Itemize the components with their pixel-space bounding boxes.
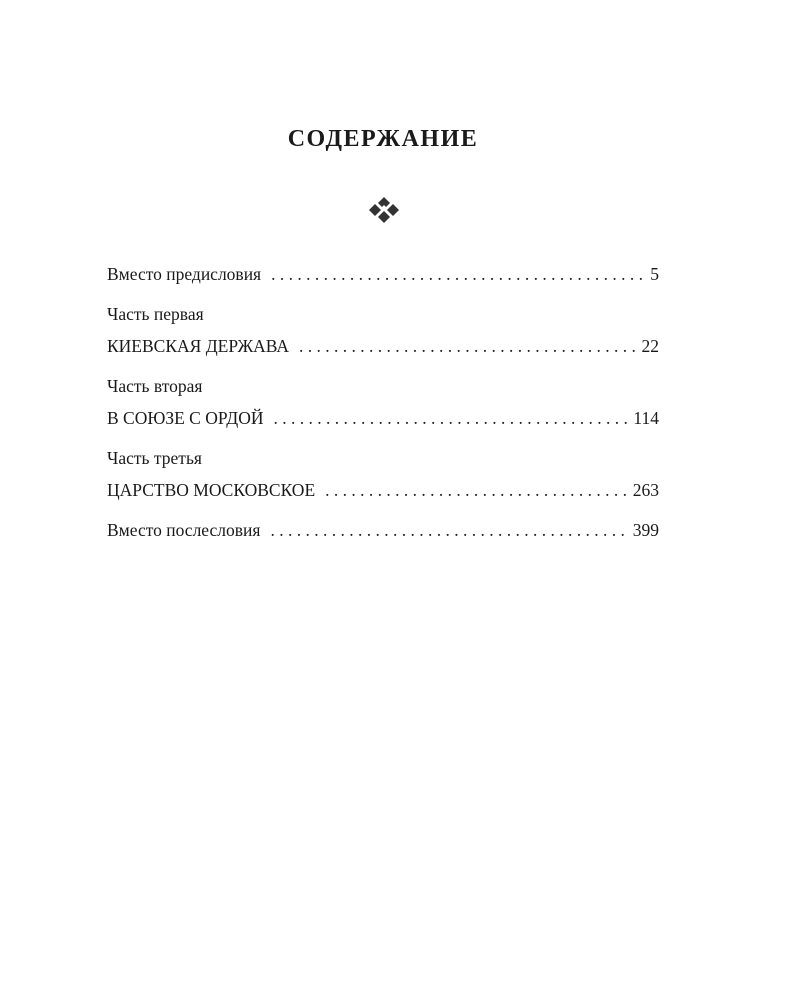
page-number: 114 [633,408,659,428]
table-of-contents [107,262,659,558]
toc-line [107,334,659,358]
part-label: Часть третья [107,448,202,468]
toc-entry-afterword[interactable] [107,518,659,542]
page-number: 399 [632,520,659,540]
toc-heading: Вместо послесловия [107,520,261,540]
toc-heading: Вместо предисловия [107,264,262,284]
dot-leader [271,262,646,286]
page-number: 263 [632,480,659,500]
dot-leader [274,406,630,430]
toc-line [107,518,659,542]
page-number: 5 [650,264,659,284]
toc-heading: ЦАРСТВО МОСКОВСКОЕ [107,480,316,500]
page-number: 22 [641,336,659,356]
toc-line [107,262,659,286]
page-title: СОДЕРЖАНИЕ [287,126,479,152]
toc-heading: КИЕВСКАЯ ДЕРЖАВА [107,336,289,356]
four-diamond-ornament-icon [366,196,402,224]
part-label: Часть первая [107,304,204,324]
dot-leader [325,478,629,502]
toc-heading: В СОЮЗЕ С ОРДОЙ [107,408,264,428]
toc-entry-part-two[interactable] [107,374,659,430]
toc-entry-part-three[interactable] [107,446,659,502]
toc-line [107,406,659,430]
toc-entry-foreword[interactable] [107,262,659,286]
part-label: Часть вторая [107,376,203,396]
toc-entry-part-one[interactable] [107,302,659,358]
dot-leader [270,518,628,542]
dot-leader [299,334,638,358]
toc-line [107,478,659,502]
